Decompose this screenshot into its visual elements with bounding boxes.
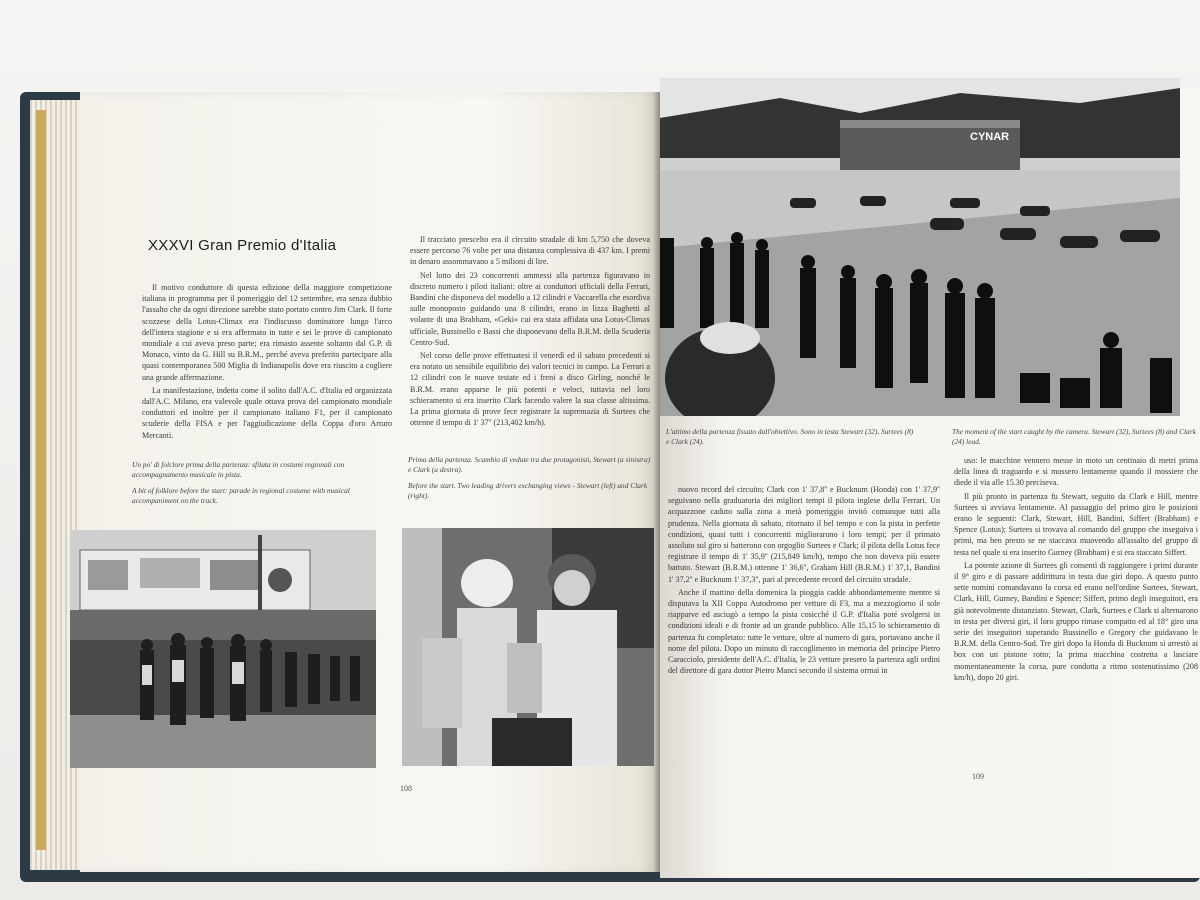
paragraph: uso: le macchine vennero messe in moto un centinaio di metri prima della linea di traguardo e si mossero lentamente quando il mossiere che diede il via alle 15.30 preciseva. [954,456,1198,488]
page-number-right: 109 [972,772,984,781]
paragraph: La potente azione di Surtees gli consentì di raggiungere i primi durante il 9° giro e di passare addirittura in testa due giri dopo. A questo punto sette nomini comandavano la corsa ed erano nell'ordine Surtees, Stewart, Clark, Hill, Gurney, Bandini e Spence; Siffert, primo degli inseguitori, era già notevolmente distanziato. Stewart, Clark, Surtees e Clark si alternarono in testa per diversi giri, il loro gruppo rimase compatto ed al 18° giro una serie dei inseguitori superando Bussinello e Gregory che guidavano le B.R.M. della Centro-Sud. Tre giri dopo la Honda di Bucknum si arrestò ai box con un pistone rotto; la prima macchina costretta a lasciare momentaneamente la corsa, pure condotta a ritmo sostenutissimo (208 km/h), dopo 20 giri. [954,560,1198,682]
caption-drivers [408,455,652,513]
page-number-left: 108 [400,784,412,793]
paragraph: Anche il mattino della domenica la pioggia cadde abbondantemente mentre si disputava la XII Coppa Autodromo per vetture di F3, ma a mezzogiorno il sole riapparve ed asciugò a tempo la pista cosicché il G.P. d'Italia poté svolgersi in condizioni ideali e di fronte ad un grande pubblico. Alle 15,15 lo schieramento di partenza fu completato: tutte le vetture, oltre al numero di gara, portavano anche il nome del pilota. Dopo un minuto di raccoglimento in memoria del principe Pietro Caracciolo, presidente dell'A.C. d'Italia, le 23 vetture presero la partenza agli ordini del direttore di gara dottor Pietro Manci secondo il sistema ormai in [668,587,940,676]
photo-drivers-stewart-clark [402,528,654,766]
paragraph: nuovo record del circuito; Clark con 1' 37,8'' e Bucknum (Honda) con 1' 37,9'' seguivano nella graduatoria dei migliori tempi il pilota inglese della Ferrari. Un acquazzone caduto sulla zona a metà pomeriggio invitò comunque tutti alla prudenza. Nella giornata di sabato, ritornato il bel tempo e con la pista in perfette condizioni, quasi tutti i concorrenti migliorarono i loro tempi; per il primato assoluto sul giro si batterono con orgoglio Surtees e Clark; il pilota della Lotus fece registrare il tempo di 1' 35,9'' (215,849 km/h), tempo che non doveva più essere battuto. Stewart (B.R.M.) ottenne 1' 36,6'', Graham Hill (B.R.M.) 1' 37,1, Bandini 1' 37,2'' e Bucknum 1' 37,3'', pari al precedente record del circuito stradale. [668,485,940,584]
paragraph: Il tracciato prescelto era il circuito stradale di km 5,750 che doveva essere percorso 76 volte per una distanza complessiva di 437 km. I premi in denaro assommavano a 5 milioni di lire. [410,235,650,267]
photo-folklore-parade [70,530,376,768]
photo-folklore-drawing [70,530,376,768]
caption-english: Before the start. Two leading drivers exchanging views - Stewart (left) and Clark (right). [408,481,648,500]
paragraph: Il motivo conduttore di questa edizione della maggiore competizione italiana in programma per il pomeriggio del 12 settembre, era senza dubbio l'assalto che da ogni direzione sarebbe stato portato contro Jim Clark. Il forte scozzese della Lotus-Climax era l'indiscusso dominatore lungo l'arco dell'intera stagione e si era affermato in tutte e sei le prove di campionato mondiale a cui aveva preso parte; era rimasto assente soltanto dal G.P. di Monaco, vinto da G. Hill su B.R.M., perché aveva preferito partecipare alla quasi contemporanea 500 Miglia di Indianapolis dove era riuscito a cogliere una grande affermazione. [142,283,392,382]
photo-race-start-drawing [660,78,1180,416]
photo-drivers-drawing [402,528,654,766]
paragraph: Il più pronto in partenza fu Stewart, seguito da Clark e Hill, mentre Surtees si avviava lentamente. Al passaggio del primo giro le posizioni erano le seguenti: Clark, Stewart, Hill, Bandini, Siffert (Brabham) e Spence (Lotus); Surtees si trovava al comando del gruppo che inseguiva i primi, ma ben presto se ne staccava muovendo all'assalto del gruppo di testa nel quale si era inserito Gurney (Brabham) e si era staccato Siffert. [954,491,1198,557]
paragraph: Nel corso delle prove effettuatesi il venerdì ed il sabato precedenti si era notato un sensibile equilibrio dei valori tecnici in campo. La Ferrari a 12 cilindri con le nuove testate ed i freni a disco Girling, nonché le B.R.M. erano apparse le più potenti e veloci, tuttavia nel loro schieramento si era inserito Clark facendo valere la sua classe altissima. La prima giornata di prove fece registrare la supremazia di Surtees che ottenne il tempo di 1' 37'' (213,402 km/h). [410,351,650,428]
left-page-column-1 [142,282,392,452]
left-page-column-2 [410,234,650,434]
caption-start-english: The moment of the start caught by the camera. Stewart (32), Surtees (8) and Clark (24) lead. [952,427,1196,446]
photo-sign-cynar: CYNAR [970,131,1010,143]
caption-italian: Prima della partenza. Scambio di vedute tra due protagonisti, Stewart (a sinistra) e Clark (a destra). [408,455,651,474]
article-title: XXXVI Gran Premio d'Italia [148,237,337,254]
paragraph: Nel lotto dei 23 concorrenti ammessi alla partenza figuravano in discreto numero i piloti italiani: oltre ai conduttori ufficiali della Ferrari, Bandini che disponeva del modello a 12 cilindri e Vaccarella che esordiva sulle monoposto guidando una 8 cilindri, erano in lizza Baghetti al volante di una Brabham, «Geki» cui era stata affidata una Lotus-Climax ufficiale, Bussinello e Bassi che disponevano della B.R.M. della Scuderia Centro-Sud. [410,270,650,347]
caption-italian: Un po' di folclore prima della partenza: sfilata in costumi regionali con accompagnamento musicale in pista. [132,460,345,479]
paragraph: La manifestazione, indetta come il solito dall'A.C. d'Italia ed organizzata dall'A.C. Milano, era valevole quale ottava prova del campionato mondiale conduttori ed inoltre per il campionato italiano F1, per il campionato scuderie della FISA e per l'aggiudicazione della Coppa d'oro Arturo Mercanti. [142,385,392,440]
caption-folklore [132,460,387,512]
right-page-column-2 [954,455,1198,755]
cover-spine-strip [36,110,46,850]
caption-english: A bit of folklore before the start: parade in regional costume with musical accompaniment on the track. [132,486,350,505]
right-page-column-1 [668,484,940,766]
caption-start-italian: L'attimo della partenza fissato dall'obiettivo. Sono in testa Stewart (32), Surtees (8) e Clark (24). [666,427,914,446]
photo-race-start [660,78,1180,416]
